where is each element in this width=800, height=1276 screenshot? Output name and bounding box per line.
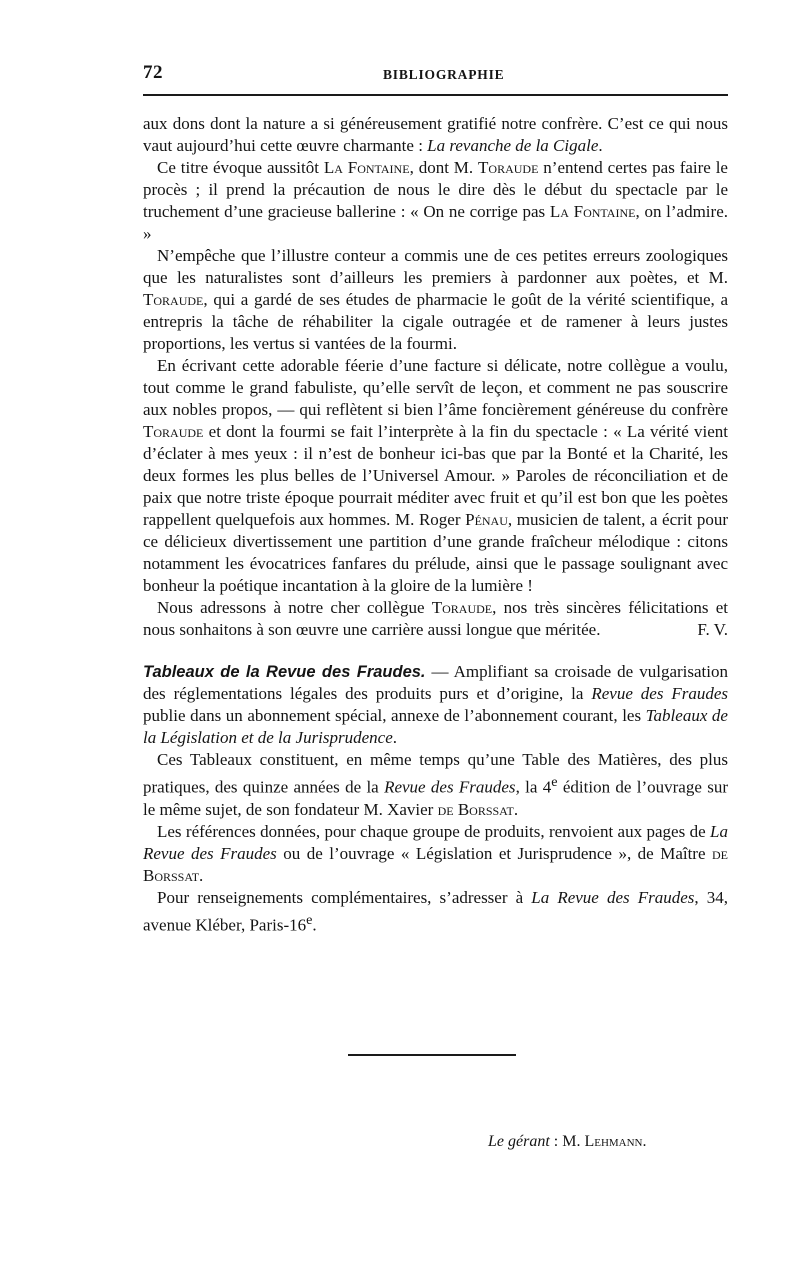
notice-paragraph-2: Ces Tableaux constituent, en même temps qu’une Table des Matières, des plus pratiques, des quinze années de la Revue des Fraudes, la 4e édition de l’ouvrage sur le même sujet, de son fondateur M. Xavier de Borssat. — [143, 750, 728, 819]
notice-paragraph-1: Tableaux de la Revue des Fraudes. — Amplifiant sa croisade de vulgarisation des réglementations légales des produits purs et d’origine, la Revue des Fraudes publie dans un abonnement spécial, annexe de l’abonnement courant, les Tableaux de la Législation et de la Jurisprudence. — [143, 662, 728, 747]
review-paragraph-5: Nous adressons à notre cher collègue Toraude, nos très sincères félicitations et nous sonhaitons à son œuvre une carrière aussi longue que méritée. F. V. — [143, 598, 728, 639]
review-paragraph-2: Ce titre évoque aussitôt La Fontaine, dont M. Toraude n’entend certes pas faire le procès ; il prend la précaution de nous le dire dès le début du spectacle par le truchement d’une gracieuse ballerine : « On ne corrige pas La Fontaine, on l’admire. » — [143, 158, 728, 243]
running-head — [143, 60, 728, 90]
notice-paragraph-3: Les références données, pour chaque groupe de produits, renvoient aux pages de La Revue des Fraudes ou de l’ouvrage « Législation et Jurisprudence », de Maître de Borssat. — [143, 821, 728, 885]
review-paragraph-4: En écrivant cette adorable féerie d’une facture si délicate, notre collègue a voulu, tout comme le grand fabuliste, qu’elle servît de leçon, et comment ne pas souscrire aux nobles propos, — qui reflètent si bien l’âme foncièrement généreuse du confrère Toraude et dont la fourmi se fait l’interprète à la fin du spectacle : « La vérité vient d’éclater à mes yeux : il n’est de bonheur ici-bas que par la Bonté et la Charité, les deux formes les plus belles de l’Universel Amour. » Paroles de réconciliation et de paix que notre triste époque pourrait méditer avec fruit et qu’il est bon que les poètes rappellent quelquefois aux hommes. M. Roger Pénau, musicien de talent, a écrit pour ce délicieux divertissement une partition d’une grande fraîcheur mélodique : citons notamment les évocatrices fanfares du prélude, ainsi que le passage soulignant avec bonheur la poétique incantation à la gloire de la lumière ! — [143, 356, 728, 595]
work-title: La revanche de la Cigale — [427, 136, 599, 155]
imprint-name: Lehmann — [584, 1133, 643, 1150]
review-paragraph-3: N’empêche que l’illustre conteur a commis une de ces petites erreurs zoologiques que les naturalistes sont d’ailleurs les premiers à pardonner aux poètes, et M. Toraude, qui a gardé de ses études de pharmacie le goût de la vérité scientifique, a entrepris la tâche de réhabiliter la cigale outragée et de ramener à leurs justes proportions, les vertus si vantées de la fourmi. — [143, 246, 728, 353]
page-number: 72 — [143, 62, 163, 83]
closing-rule — [348, 1054, 516, 1056]
notice-title: Tableaux de la Revue des Fraudes. — [143, 663, 426, 681]
review-paragraph-1: aux dons dont la nature a si généreusement gratifié notre confrère. C’est ce qui nous vaut aujourd’hui cette œuvre charmante : La revanche de la Cigale. — [143, 114, 728, 155]
body-text — [143, 113, 728, 936]
imprint-label: Le gérant — [488, 1133, 550, 1150]
imprint-line: Le gérant : M. Lehmann. — [488, 1133, 647, 1150]
header-rule — [143, 94, 728, 96]
review-signature: F. V. — [697, 620, 728, 639]
running-title: BIBLIOGRAPHIE — [383, 67, 505, 82]
notice-paragraph-4: Pour renseignements complémentaires, s’adresser à La Revue des Fraudes, 34, avenue Kléber, Paris-16e. — [143, 887, 728, 935]
